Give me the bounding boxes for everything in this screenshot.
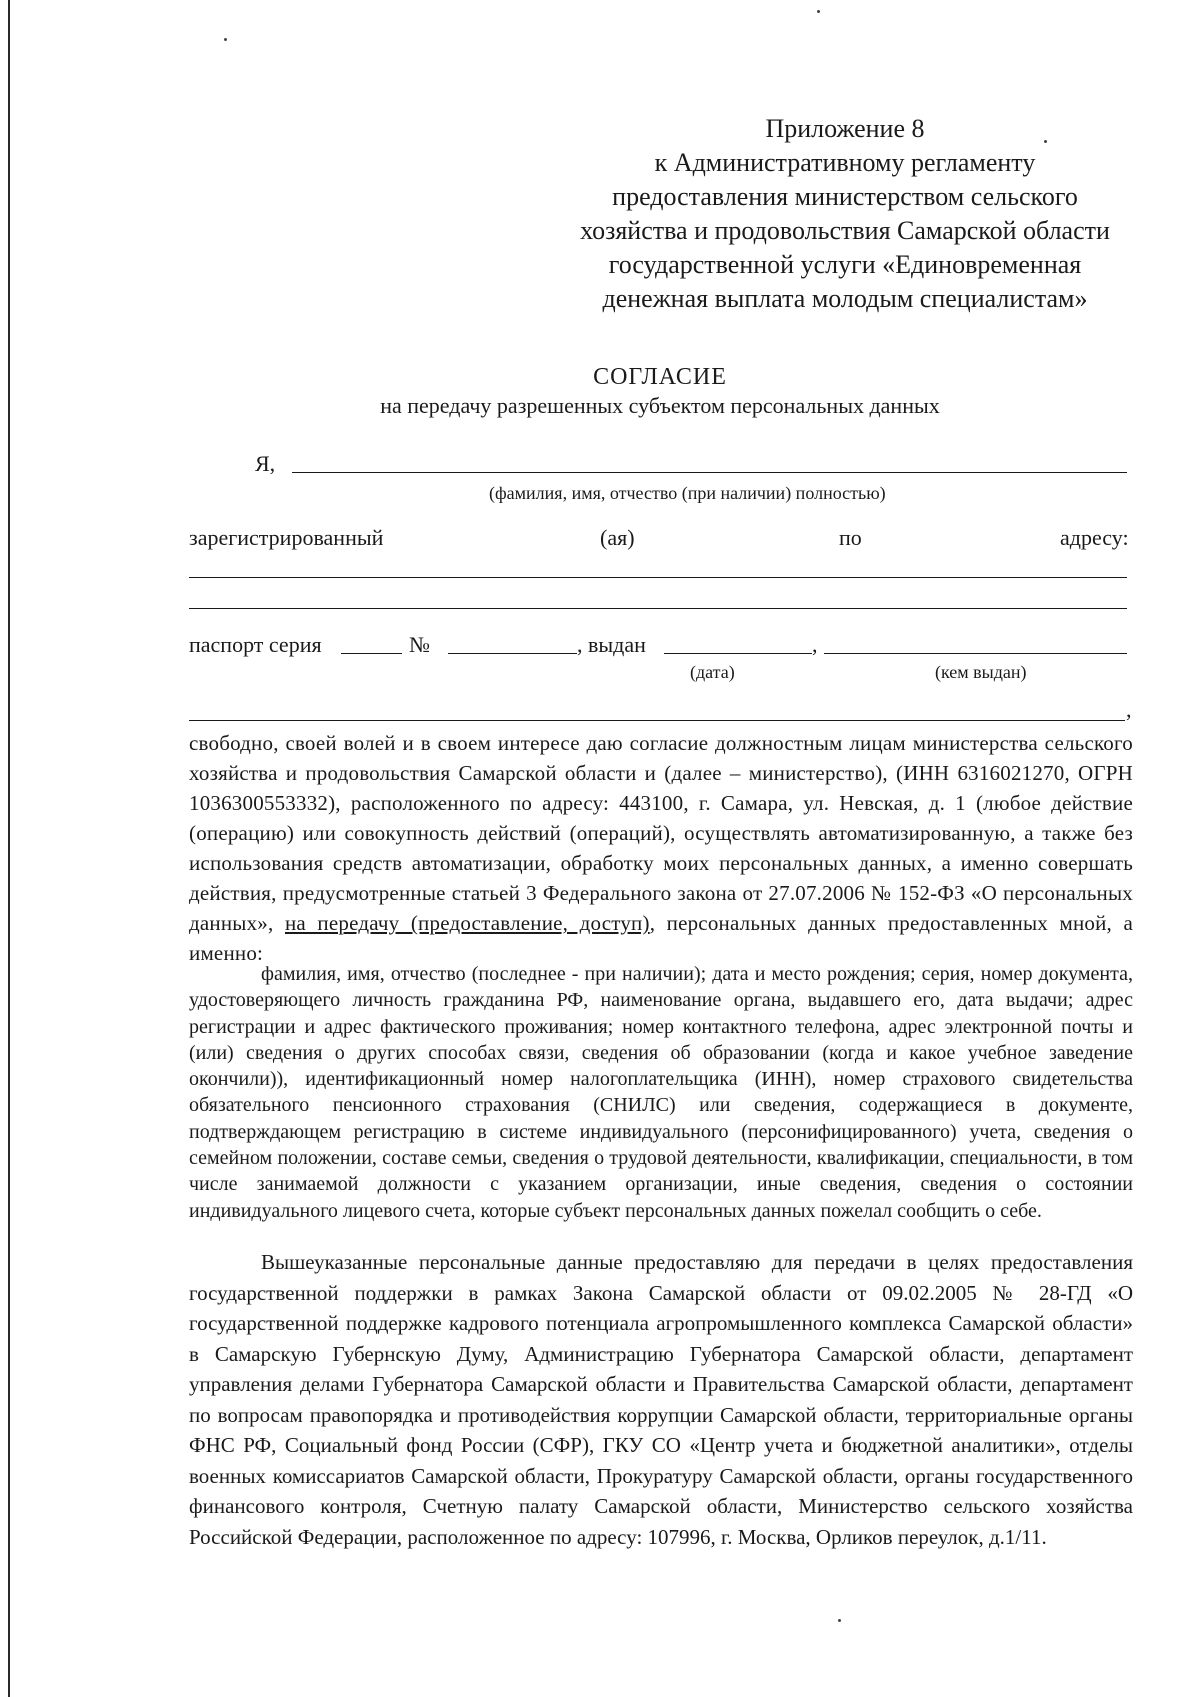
scan-left-edge [8, 0, 10, 1697]
passport-number-field[interactable] [448, 653, 577, 654]
scan-speck [817, 10, 820, 13]
scan-speck [1044, 140, 1047, 143]
registered-word: зарегистрированный [189, 525, 384, 550]
consent-text-end: , персональных данных предоставленных мной, а именно: [189, 911, 1134, 965]
i-label: Я, [255, 451, 276, 476]
header-line: предоставления министерством сельского [612, 182, 1078, 211]
issued-label: , выдан [577, 632, 646, 657]
header-line: государственной услуги «Единовременная [608, 250, 1082, 279]
consent-text: свободно, своей волей и в своем интересе даю согласие должностным лицам министерства сельского хозяйства и продовольствия Самарской области и (далее – министерство), (ИНН 6316021270, ОГРН 1036300553332), расположенного по адресу: 443100, г. Самара, ул. Невская, д. 1 (любое действие (операцию) или совокупность действий (операций), осуществлять автоматизированную, а также без использования средств автоматизации, обработку моих персональных данных, а именно совершать действия, предусмотренные статьей 3 Федерального закона от 27.07.2006 № 152-ФЗ «О персональных данных», [189, 731, 1133, 935]
address-word: адресу: [1060, 525, 1129, 550]
issuer-caption: (кем выдан) [935, 662, 1027, 682]
date-caption: (дата) [690, 662, 735, 682]
passport-series-label: паспорт серия [189, 632, 322, 657]
address-field-line-1[interactable] [189, 577, 1127, 578]
issuer-field[interactable] [824, 653, 1127, 654]
address-field-line-2[interactable] [189, 608, 1127, 609]
consent-paragraph [189, 728, 1133, 968]
header-line: денежная выплата молодым специалистам» [602, 284, 1088, 313]
document-title: СОГЛАСИЕ [593, 364, 727, 390]
header-line: хозяйства и продовольствия Самарской области [580, 216, 1110, 245]
passport-series-field[interactable] [341, 653, 402, 654]
passport-number-label: № [409, 632, 430, 657]
scan-speck [224, 38, 227, 41]
fio-field-line[interactable] [292, 472, 1127, 473]
issuer-field-line-2[interactable] [189, 720, 1125, 721]
scan-speck [838, 1619, 841, 1622]
end-comma: , [1126, 697, 1132, 722]
header-line: Приложение 8 [765, 114, 925, 143]
passport-comma: , [812, 632, 818, 657]
po-word: по [839, 525, 862, 550]
document-subtitle: на передачу разрешенных субъектом персональных данных [380, 393, 940, 418]
transfer-recipients-paragraph: Вышеуказанные персональные данные предоставляю для передачи в целях предоставления государственной поддержки в рамках Закона Самарской области от 09.02.2005 № 28-ГД «О государственной поддержке кадрового потенциала агропромышленного комплекса Самарской области» в Самарскую Губернскую Думу, Администрацию Губернатора Самарской области, департамент управления делами Губернатора Самарской области и Правительства Самарской области, департамент по вопросам правопорядка и противодействия коррупции Самарской области, территориальные органы ФНС РФ, Социальный фонд России (СФР), ГКУ СО «Центр учета и бюджетной аналитики», отделы военных комиссариатов Самарской области, Прокуратуру Самарской области, органы государственного финансового контроля, Счетную палату Самарской области, Министерство сельского хозяйства Российской Федерации, расположенное по адресу: 107996, г. Москва, Орликов переулок, д.1/11. [189, 1250, 1133, 1549]
appendix-header [540, 112, 1150, 316]
registered-suffix: (ая) [600, 525, 635, 550]
fio-caption: (фамилия, имя, отчество (при наличии) полностью) [489, 483, 886, 503]
consent-underlined-text: на передачу (предоставление, доступ) [284, 911, 650, 935]
personal-data-list-paragraph: фамилия, имя, отчество (последнее - при наличии); дата и место рождения; серия, номер документа, удостоверяющего личность гражданина РФ, наименование органа, выдавшего его, дата выдачи; адрес регистрации и адрес фактического проживания; номер контактного телефона, адрес электронной почты и (или) сведения о других способах связи, сведения об образовании (когда и какое учебное заведение окончили)), идентификационный номер налогоплательщика (ИНН), номер страхового свидетельства обязательного пенсионного страхования (СНИЛС) или сведения, содержащиеся в документе, подтверждающем регистрацию в системе индивидуального (персонифицированного) учета, сведения о семейном положении, составе семьи, сведения о трудовой деятельности, квалификации, специальности, в том числе занимаемой должности с указанием организации, иные сведения, сведения о состоянии индивидуального лицевого счета, которые субъект персональных данных пожелал сообщить о себе. [189, 963, 1133, 1222]
header-line: к Административному регламенту [654, 148, 1036, 177]
issue-date-field[interactable] [664, 653, 812, 654]
